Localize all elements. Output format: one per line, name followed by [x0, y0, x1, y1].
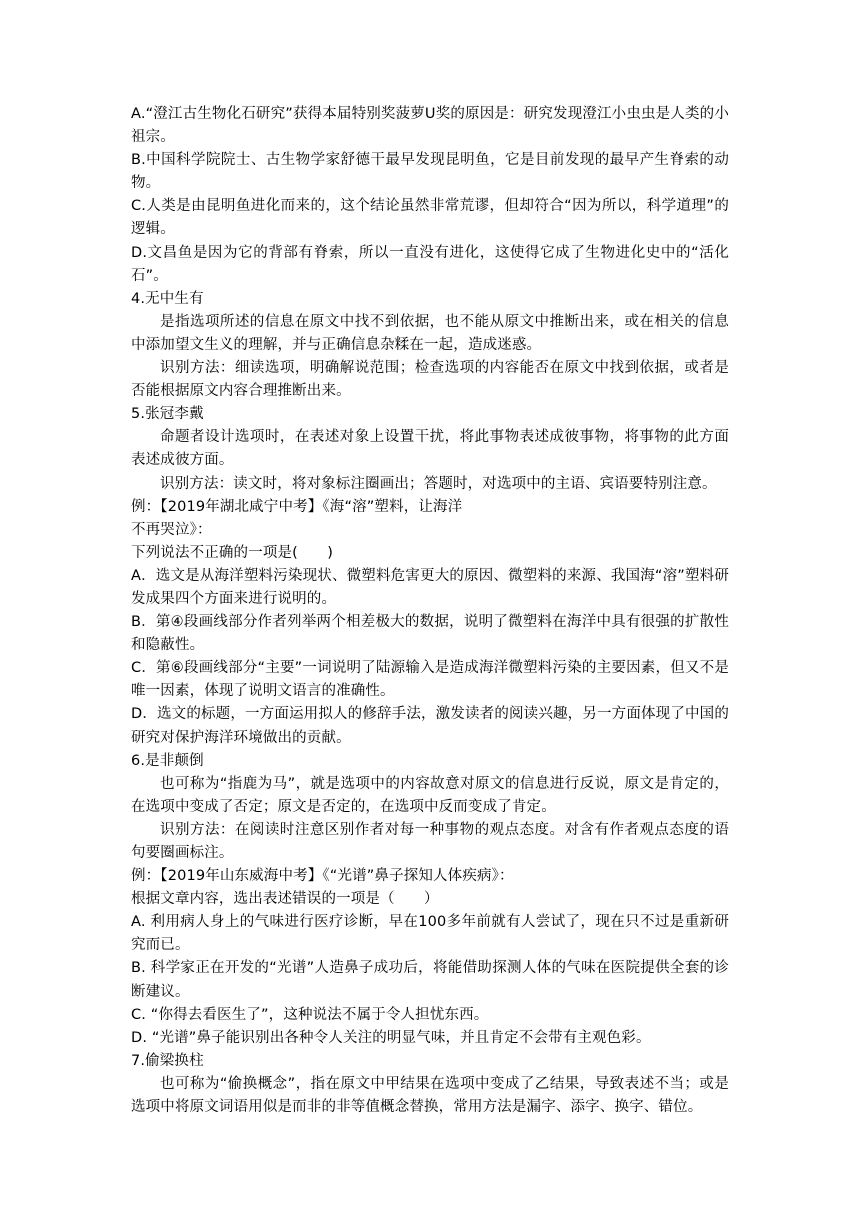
option-a-chengjiang: A.“澄江古生物化石研究”获得本届特别奖菠萝U奖的原因是：研究发现澄江小虫虫是人类的小祖宗。 — [131, 106, 729, 146]
option-d-lancelet: D.文昌鱼是因为它的背部有脊索，所以一直没有进化，这使得它成了生物进化史中的“活化石”。 — [131, 244, 729, 284]
paragraph-4-definition: 是指选项所述的信息在原文中找不到依据，也不能从原文中推断出来，或在相关的信息中添加望文生义的理解，并与正确信息杂糅在一起，造成迷惑。 — [131, 313, 729, 353]
example-1-option-d: D．选文的标题，一方面运用拟人的修辞手法，激发读者的阅读兴趣，另一方面体现了中国的研究对保护海洋环境做出的贡献。 — [131, 706, 729, 746]
example-2-title: 例：【2019年山东威海中考】《“光谱”鼻子探知人体疾病》： — [131, 868, 514, 885]
paragraph-6-definition: 也可称为“指鹿为马”，就是选项中的内容故意对原文的信息进行反说，原文是肯定的，在选项中变成了否定；原文是否定的，在选项中反而变成了肯定。 — [131, 775, 729, 815]
document-body — [131, 103, 729, 1119]
heading-5: 5.张冠李戴 — [131, 406, 204, 423]
paragraph-6-method: 识别方法：在阅读时注意区别作者对每一种事物的观点态度。对含有作者观点态度的语句要圈画标注。 — [131, 821, 729, 861]
paragraph-4-method: 识别方法：细读选项，明确解说范围；检查选项的内容能否在原文中找到依据，或者是否能根据原文内容合理推断出来。 — [131, 360, 729, 400]
example-1-option-a: A．选文是从海洋塑料污染现状、微塑料危害更大的原因、微塑料的来源、我国海“溶”塑料研发成果四个方面来进行说明的。 — [131, 567, 729, 607]
option-c-human-evolution: C.人类是由昆明鱼进化而来的，这个结论虽然非常荒谬，但却符合“因为所以，科学道理”的逻辑。 — [131, 198, 729, 238]
example-1-title-cont: 不再哭泣》： — [131, 521, 212, 538]
example-2-option-d: D. “光谱”鼻子能识别出各种令人关注的明显气味，并且肯定不会带有主观色彩。 — [131, 1029, 651, 1046]
paragraph-5-definition: 命题者设计选项时，在表述对象上设置干扰，将此事物表述成彼事物，将事物的此方面表述成彼方面。 — [131, 429, 729, 469]
heading-4: 4.无中生有 — [131, 290, 204, 307]
example-2-question: 根据文章内容，选出表述错误的一项是（ ） — [131, 891, 439, 908]
heading-6: 6.是非颠倒 — [131, 752, 204, 769]
example-2-option-c: C. “你得去看医生了”，这种说法不属于令人担忧东西。 — [131, 1006, 489, 1023]
option-b-kunming-fish: B.中国科学院院士、古生物学家舒德干最早发现昆明鱼，它是目前发现的最早产生脊索的动物。 — [131, 152, 729, 192]
paragraph-5-method: 识别方法：读文时，将对象标注圈画出；答题时，对选项中的主语、宾语要特别注意。 — [160, 475, 717, 492]
heading-7: 7.偷梁换柱 — [131, 1052, 204, 1069]
example-1-option-c: C．第⑥段画线部分“主要”一词说明了陆源输入是造成海洋微塑料污染的主要因素，但又不是唯一因素，体现了说明文语言的准确性。 — [131, 660, 729, 700]
example-2-option-b: B. 科学家正在开发的“光谱”人造鼻子成功后，将能借助探测人体的气味在医院提供全套的诊断建议。 — [131, 960, 729, 1000]
paragraph-7-definition: 也可称为“偷换概念”，指在原文中甲结果在选项中变成了乙结果，导致表述不当；或是选项中将原文词语用似是而非的非等值概念替换，常用方法是漏字、添字、换字、错位。 — [131, 1075, 729, 1116]
example-2-option-a: A. 利用病人身上的气味进行医疗诊断，早在100多年前就有人尝试了，现在只不过是重新研究而已。 — [131, 914, 729, 954]
example-1-title: 例：【2019年湖北咸宁中考】《海“溶”塑料，让海洋 — [131, 498, 463, 515]
example-1-option-b: B．第④段画线部分作者列举两个相差极大的数据，说明了微塑料在海洋中具有很强的扩散性和隐蔽性。 — [131, 614, 729, 654]
example-1-question: 下列说法不正确的一项是( ) — [131, 544, 334, 561]
